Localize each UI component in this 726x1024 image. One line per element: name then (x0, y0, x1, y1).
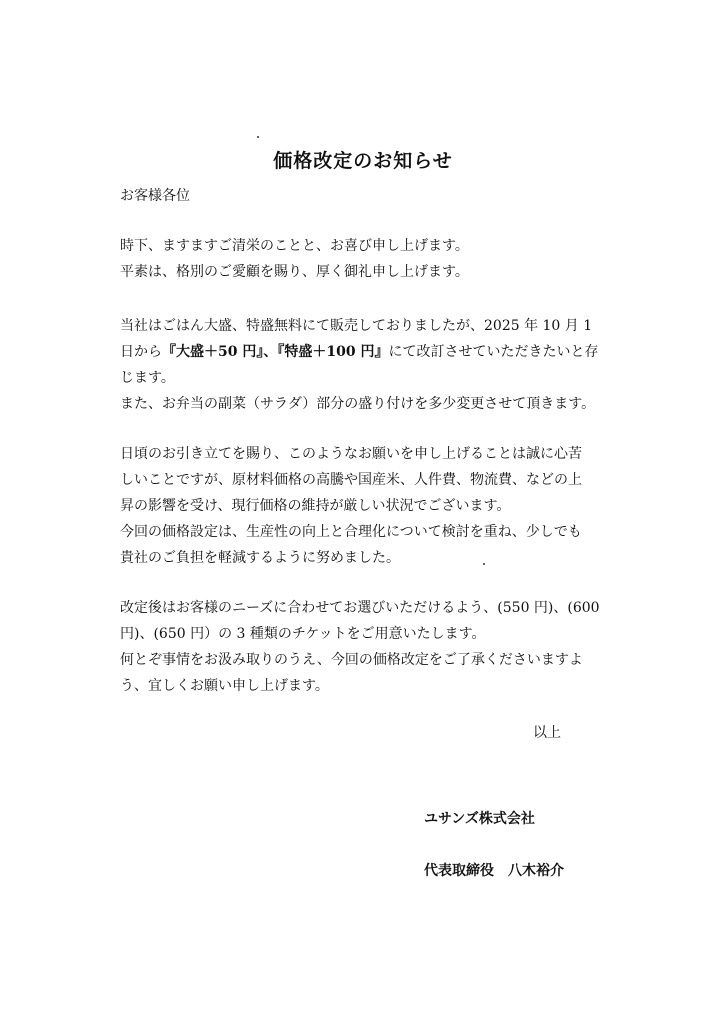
body-text: 日から (120, 344, 162, 360)
body-line: 今回の価格設定は、生産性の向上と合理化について検討を重ね、少しでも (120, 524, 582, 540)
salutation: お客様各位 (120, 188, 190, 204)
body-line: 改定後はお客様のニーズに合わせてお選びいただけるよう、(550 円)、(600 (120, 600, 600, 616)
price-change-highlight: 『大盛＋50 円』、『特盛＋100 円』 (162, 344, 389, 360)
representative: 代表取締役 八木裕介 (424, 863, 564, 879)
body-line: 貴社のご負担を軽減するように努めました。 (120, 550, 400, 566)
body-line: 円)、(650 円）の 3 種類のチケットをご用意いたします。 (120, 626, 486, 642)
greeting-line: 平素は、格別のご愛顧を賜り、厚く御礼申し上げます。 (120, 264, 469, 280)
body-line: また、お弁当の副菜（サラダ）部分の盛り付けを多少変更させて頂きます。 (120, 396, 596, 412)
body-line: じます。 (120, 370, 175, 386)
body-text: にて改訂させていただきたいと存 (388, 344, 599, 360)
company-name: ユサンズ株式会社 (424, 811, 535, 827)
body-line: 何とぞ事情をお汲み取りのうえ、今回の価格改定をご了承くださいますよ (120, 652, 583, 668)
body-line: 日頃のお引き立てを賜り、このようなお願いを申し上げることは誠に心苦 (120, 446, 582, 462)
body-line: 当社はごはん大盛、特盛無料にて販売しておりましたが、2025 年 10 月 1 (120, 318, 593, 334)
greeting-line: 時下、ますますご清栄のことと、お喜び申し上げます。 (120, 238, 469, 254)
body-line: う、宜しくお願い申し上げます。 (120, 678, 329, 694)
closing: 以上 (533, 725, 561, 741)
body-line (120, 342, 598, 362)
page-title: 価格改定のお知らせ (273, 150, 453, 172)
scan-speck (483, 563, 485, 565)
body-line: 昇の影響を受け、現行価格の維持が厳しい状況でございます。 (120, 498, 511, 514)
body-line: しいことですが、原材料価格の高騰や国産米、人件費、物流費、などの上 (120, 472, 582, 488)
scan-speck (257, 136, 259, 138)
